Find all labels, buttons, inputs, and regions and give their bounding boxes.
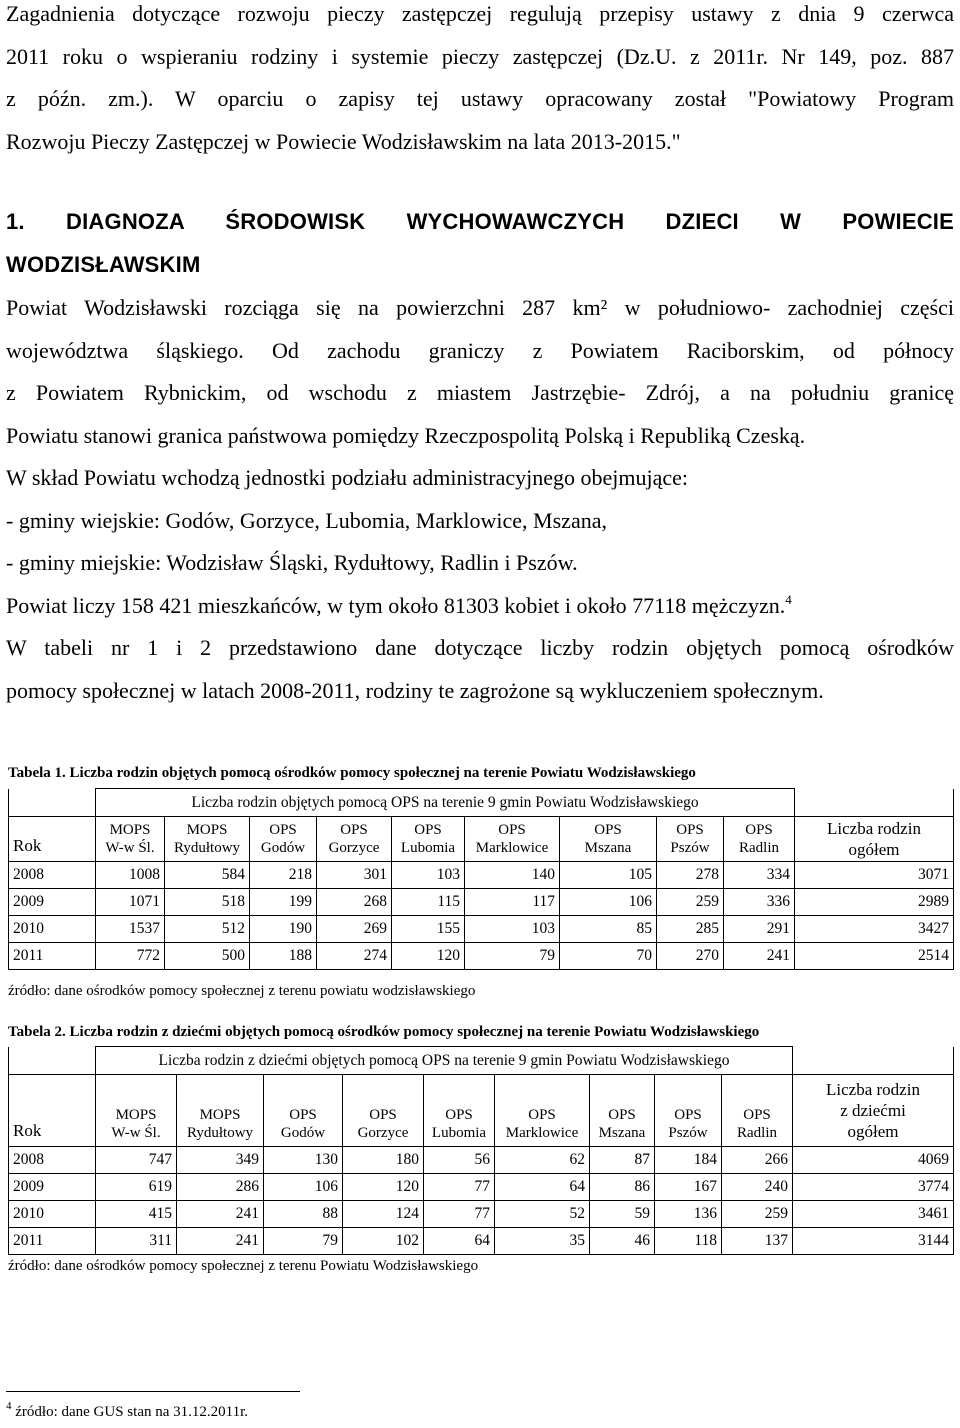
value-cell: 130	[264, 1147, 343, 1174]
value-cell: 64	[495, 1174, 590, 1201]
table2-body	[9, 1147, 954, 1255]
table1-col-header: MOPS Rydułtowy	[165, 817, 250, 862]
table2-total-header-top	[793, 1047, 954, 1075]
value-cell: 106	[560, 889, 657, 916]
value-cell: 64	[424, 1228, 495, 1255]
value-cell: 415	[96, 1201, 177, 1228]
value-cell: 241	[177, 1228, 264, 1255]
value-cell: 512	[165, 916, 250, 943]
value-cell: 85	[560, 916, 657, 943]
value-cell: 240	[722, 1174, 793, 1201]
value-cell: 105	[560, 862, 657, 889]
footnote-separator	[6, 1391, 300, 1392]
body-line: z Powiatem Rybnickim, od wschodu z miastem Jastrzębie- Zdrój, a na południu granicę	[6, 380, 954, 405]
value-cell: 88	[264, 1201, 343, 1228]
value-cell: 747	[96, 1147, 177, 1174]
intro-line: Zagadnienia dotyczące rozwoju pieczy zastępczej regulują przepisy ustawy z dnia 9 czerwca	[6, 1, 954, 26]
value-cell: 1071	[96, 889, 165, 916]
value-cell: 518	[165, 889, 250, 916]
value-cell: 241	[724, 943, 795, 970]
value-cell: 274	[317, 943, 392, 970]
intro-line: z późn. zm.). W oparciu o zapisy tej ustawy opracowany został "Powiatowy Program	[6, 86, 954, 111]
value-cell: 103	[465, 916, 560, 943]
footnote-number: 4	[6, 1400, 12, 1412]
body-line	[6, 585, 954, 628]
value-cell: 286	[177, 1174, 264, 1201]
table1-body	[9, 862, 954, 970]
value-cell: 46	[590, 1228, 655, 1255]
value-cell: 619	[96, 1174, 177, 1201]
body-line: - gminy wiejskie: Godów, Gorzyce, Lubomia, Marklowice, Mszana,	[6, 507, 607, 533]
value-cell: 77	[424, 1201, 495, 1228]
value-cell: 70	[560, 943, 657, 970]
value-cell: 301	[317, 862, 392, 889]
table1	[8, 788, 954, 970]
table1-col-header: OPS Gorzyce	[317, 817, 392, 862]
table1-span-header: Liczba rodzin objętych pomocą OPS na terenie 9 gmin Powiatu Wodzisławskiego	[96, 789, 795, 817]
table1-col-header: OPS Godów	[250, 817, 317, 862]
value-cell: 259	[722, 1201, 793, 1228]
value-cell: 1008	[96, 862, 165, 889]
value-cell: 117	[465, 889, 560, 916]
value-cell: 137	[722, 1228, 793, 1255]
value-cell: 180	[343, 1147, 424, 1174]
value-cell: 336	[724, 889, 795, 916]
value-cell: 285	[657, 916, 724, 943]
year-cell: 2010	[9, 1201, 96, 1228]
value-cell: 772	[96, 943, 165, 970]
table1-total-header: Liczba rodzin ogółem	[795, 817, 954, 862]
table-row	[9, 916, 954, 943]
table2-col-header: OPS Radlin	[722, 1075, 793, 1147]
value-cell: 79	[264, 1228, 343, 1255]
table1-col-header: OPS Marklowice	[465, 817, 560, 862]
intro-paragraph	[6, 0, 954, 163]
value-cell: 291	[724, 916, 795, 943]
body-line: Powiat Wodzisławski rozciąga się na powierzchni 287 km² w południowo- zachodniej części	[6, 295, 954, 320]
table-row	[9, 1228, 954, 1255]
value-cell: 167	[655, 1174, 722, 1201]
value-cell: 120	[343, 1174, 424, 1201]
table2	[8, 1046, 954, 1255]
value-cell: 269	[317, 916, 392, 943]
table1-col-header: MOPS W-w Śl.	[96, 817, 165, 862]
body-line: - gminy miejskie: Wodzisław Śląski, Rydułtowy, Radlin i Pszów.	[6, 550, 578, 575]
footnote	[6, 1400, 248, 1421]
table-row	[9, 1174, 954, 1201]
total-cell: 3144	[793, 1228, 954, 1255]
value-cell: 124	[343, 1201, 424, 1228]
table2-caption: Tabela 2. Liczba rodzin z dziećmi objętych pomocą ośrodków pomocy społecznej na terenie Powiatu Wodzisławskiego	[8, 1024, 760, 1040]
value-cell: 86	[590, 1174, 655, 1201]
section-heading-line: 1. DIAGNOZA ŚRODOWISK WYCHOWAWCZYCH DZIECI W POWIECIE	[6, 209, 954, 234]
value-cell: 35	[495, 1228, 590, 1255]
value-cell: 52	[495, 1201, 590, 1228]
value-cell: 241	[177, 1201, 264, 1228]
table2-source: źródło: dane ośrodków pomocy społecznej z terenu Powiatu Wodzisławskiego	[8, 1258, 479, 1274]
year-cell: 2011	[9, 1228, 96, 1255]
table2-corner-cell	[9, 1047, 96, 1075]
value-cell: 268	[317, 889, 392, 916]
value-cell: 184	[655, 1147, 722, 1174]
table-row	[9, 943, 954, 970]
value-cell: 140	[465, 862, 560, 889]
value-cell: 79	[465, 943, 560, 970]
value-cell: 349	[177, 1147, 264, 1174]
table-row	[9, 862, 954, 889]
table-row	[9, 1147, 954, 1174]
table1-col-header: OPS Mszana	[560, 817, 657, 862]
table1-total-header-top	[795, 789, 954, 817]
year-cell: 2008	[9, 1147, 96, 1174]
value-cell: 77	[424, 1174, 495, 1201]
value-cell: 218	[250, 862, 317, 889]
table1-corner-cell	[9, 789, 96, 817]
table-row	[9, 889, 954, 916]
footnote-ref[interactable]: 4	[785, 591, 792, 607]
body-line: Powiatu stanowi granica państwowa pomiędzy Rzeczpospolitą Polską i Republiką Czeską.	[6, 422, 806, 448]
value-cell: 115	[392, 889, 465, 916]
table2-col-header: OPS Lubomia	[424, 1075, 495, 1147]
year-cell: 2008	[9, 862, 96, 889]
table2-col-header: OPS Pszów	[655, 1075, 722, 1147]
year-cell: 2010	[9, 916, 96, 943]
value-cell: 190	[250, 916, 317, 943]
value-cell: 1537	[96, 916, 165, 943]
value-cell: 311	[96, 1228, 177, 1255]
table1-source: źródło: dane ośrodków pomocy społecznej z terenu powiatu wodzisławskiego	[8, 983, 476, 999]
body-line: W tabeli nr 1 i 2 przedstawiono dane dotyczące liczby rodzin objętych pomocą ośrodków	[6, 635, 954, 660]
table-row	[9, 1201, 954, 1228]
table2-col-header: OPS Marklowice	[495, 1075, 590, 1147]
value-cell: 62	[495, 1147, 590, 1174]
population-text: Powiat liczy 158 421 mieszkańców, w tym około 81303 kobiet i około 77118 mężczyzn.	[6, 592, 786, 618]
value-cell: 120	[392, 943, 465, 970]
section-heading	[6, 201, 954, 286]
intro-line: Rozwoju Pieczy Zastępczej w Powiecie Wodzisławskim na lata 2013-2015."	[6, 128, 681, 154]
value-cell: 334	[724, 862, 795, 889]
body-line: pomocy społecznej w latach 2008-2011, rodziny te zagrożone są wykluczeniem społecznym.	[6, 677, 824, 703]
table2-rok-header: Rok	[9, 1075, 96, 1147]
value-cell: 155	[392, 916, 465, 943]
year-cell: 2011	[9, 943, 96, 970]
section-heading-line: WODZISŁAWSKIM	[6, 251, 201, 277]
table1-col-header: OPS Pszów	[657, 817, 724, 862]
value-cell: 278	[657, 862, 724, 889]
total-cell: 3774	[793, 1174, 954, 1201]
value-cell: 199	[250, 889, 317, 916]
value-cell: 266	[722, 1147, 793, 1174]
year-cell: 2009	[9, 889, 96, 916]
total-cell: 2989	[795, 889, 954, 916]
total-cell: 3071	[795, 862, 954, 889]
total-cell: 2514	[795, 943, 954, 970]
table2-col-header: MOPS Rydułtowy	[177, 1075, 264, 1147]
value-cell: 102	[343, 1228, 424, 1255]
table1-caption: Tabela 1. Liczba rodzin objętych pomocą ośrodków pomocy społecznej na terenie Powiatu Wodzisławskiego	[8, 765, 696, 781]
table2-total-header: Liczba rodzin z dziećmi ogółem	[793, 1075, 954, 1147]
intro-line: 2011 roku o wspieraniu rodziny i systemie pieczy zastępczej (Dz.U. z 2011r. Nr 149, poz. 887	[6, 43, 954, 69]
value-cell: 259	[657, 889, 724, 916]
value-cell: 500	[165, 943, 250, 970]
value-cell: 188	[250, 943, 317, 970]
value-cell: 87	[590, 1147, 655, 1174]
year-cell: 2009	[9, 1174, 96, 1201]
body-line: województwa śląskiego. Od zachodu graniczy z Powiatem Raciborskim, od północy	[6, 337, 954, 363]
table2-col-header: OPS Gorzyce	[343, 1075, 424, 1147]
table2-col-header: OPS Godów	[264, 1075, 343, 1147]
value-cell: 136	[655, 1201, 722, 1228]
value-cell: 103	[392, 862, 465, 889]
value-cell: 59	[590, 1201, 655, 1228]
body-line: W skład Powiatu wchodzą jednostki podziału administracyjnego obejmujące:	[6, 465, 689, 490]
total-cell: 3461	[793, 1201, 954, 1228]
table1-rok-header: Rok	[9, 817, 96, 862]
table2-span-header: Liczba rodzin z dziećmi objętych pomocą OPS na terenie 9 gmin Powiatu Wodzisławskiego	[96, 1047, 793, 1075]
footnote-text: źródło: dane GUS stan na 31.12.2011r.	[15, 1404, 248, 1420]
total-cell: 4069	[793, 1147, 954, 1174]
value-cell: 118	[655, 1228, 722, 1255]
value-cell: 106	[264, 1174, 343, 1201]
table1-col-header: OPS Radlin	[724, 817, 795, 862]
table2-col-header: OPS Mszana	[590, 1075, 655, 1147]
total-cell: 3427	[795, 916, 954, 943]
table2-col-header: MOPS W-w Śl.	[96, 1075, 177, 1147]
value-cell: 270	[657, 943, 724, 970]
section-body	[6, 287, 954, 712]
value-cell: 56	[424, 1147, 495, 1174]
value-cell: 584	[165, 862, 250, 889]
table1-col-header: OPS Lubomia	[392, 817, 465, 862]
